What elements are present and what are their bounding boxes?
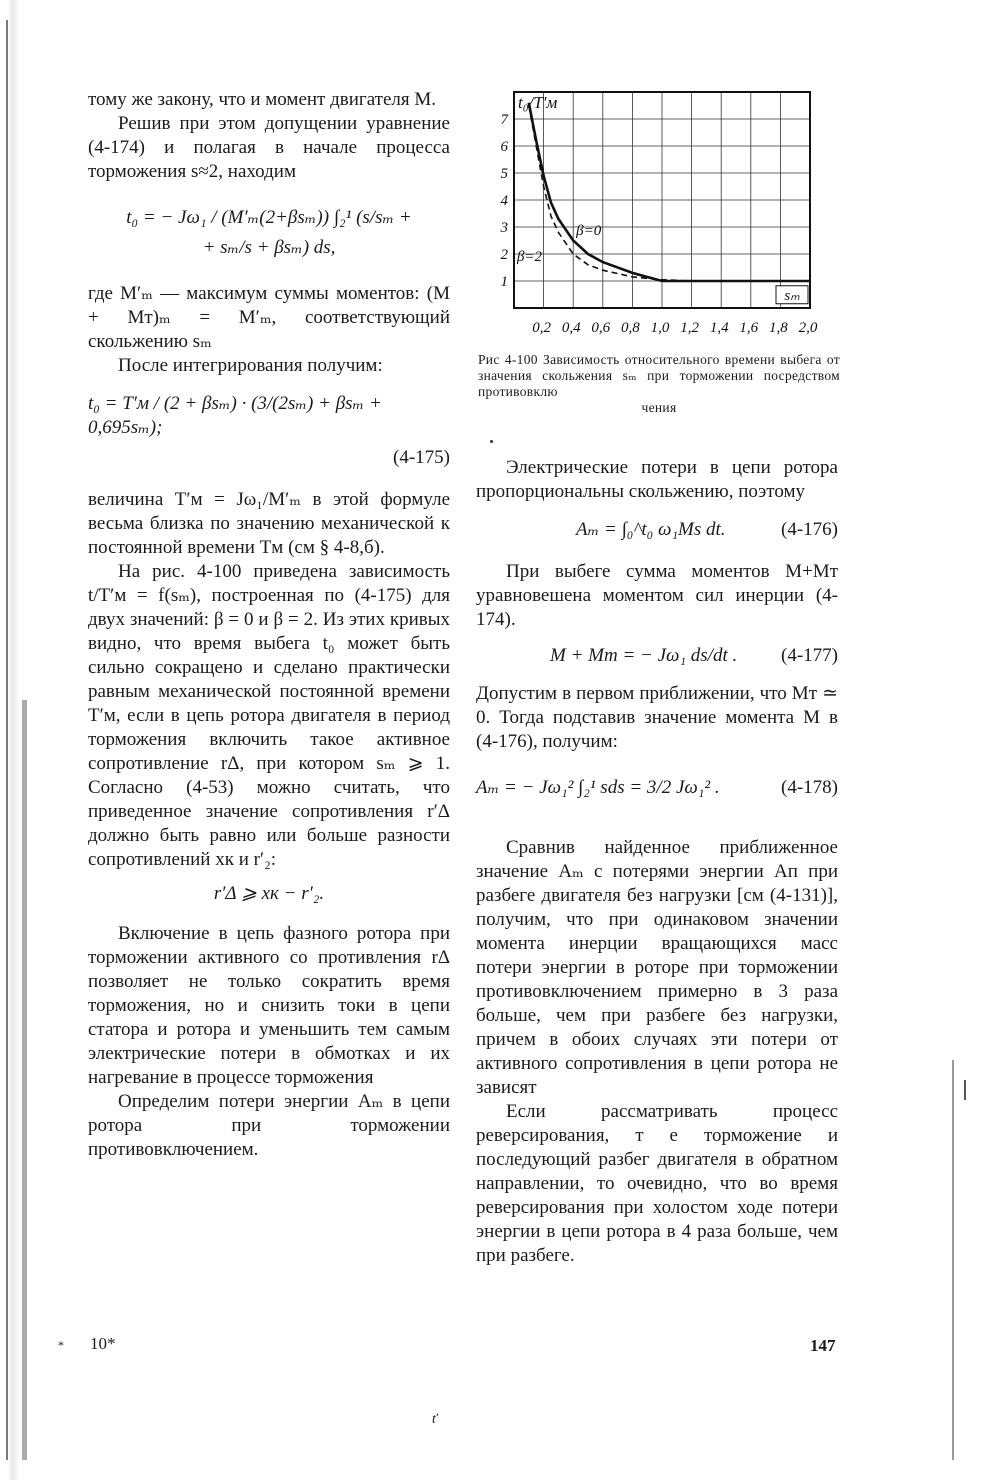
signature-mark: 10* — [90, 1334, 116, 1353]
equation-number: (4-176) — [781, 519, 838, 540]
y-tick-label: 6 — [500, 139, 508, 155]
x-tick-label: 1,8 — [769, 320, 788, 336]
x-tick-label: 2,0 — [798, 320, 818, 336]
y-tick-label: 1 — [500, 274, 508, 290]
formula: t₀ = − Jω₁ / (M′ₘ(2+βsₘ)) ∫₂¹ (s/sₘ + — [126, 207, 412, 228]
formula: t₀ = T′м / (2 + βsₘ) · (3/(2sₘ) + βsₘ + 0,695sₘ); — [88, 393, 382, 438]
y-tick-label: 3 — [500, 220, 508, 236]
paragraph: Допустим в первом приближении, что Mт ≃ 0. Тогда подставив значение момента M в (4-176), получим: — [476, 683, 838, 752]
y-tick-label: 5 — [500, 166, 508, 182]
formula: + sₘ/s + βsₘ) ds, — [202, 237, 336, 258]
paragraph: Решив при этом допущении уравнение (4-174) и полагая в начале процесса торможения s≈2, находим — [88, 113, 450, 182]
y-tick-label: 2 — [500, 247, 508, 263]
equation-number: (4-178) — [781, 777, 838, 798]
paragraph: тому же закону, что и момент двигателя M. — [88, 89, 437, 110]
slip-time-chart — [486, 84, 826, 354]
x-axis-label: sₘ — [784, 287, 800, 304]
x-tick-label: 0,8 — [621, 320, 640, 336]
right-column — [476, 456, 838, 1268]
scan-mark — [964, 1080, 966, 1100]
speck — [490, 440, 493, 443]
formula-row — [476, 518, 838, 542]
figure-caption — [478, 352, 840, 416]
y-tick-label: 7 — [500, 112, 508, 128]
series-line — [529, 106, 810, 282]
paragraph: Электрические потери в цепи ротора пропорциональны скольжению, поэтому — [476, 457, 838, 502]
paragraph: При выбеге сумма моментов M+Mт уравновешена моментом сил инерции (4-174). — [476, 561, 838, 630]
bottom-mark: ť — [432, 1412, 438, 1427]
scan-edge-line — [6, 20, 8, 1460]
x-tick-label: 1,4 — [709, 320, 729, 336]
formula-row — [476, 644, 838, 668]
page-number: 147 — [810, 1336, 836, 1355]
paragraph: Сравнив найденное приближенное значение Aₘ с потерями энергии Aп при разбеге двигателя без нагрузки [см (4-131)], получим, что при одинаковом значении момента инерции вращающихся масс потери энергии в роторе при торможении противовключением примерно в 3 раза больше, чем при разбеге без нагрузки, причем в обоих случаях эти потери от активного сопротивления в цепи ротора не зависят — [476, 837, 838, 1098]
paragraph: Определим потери энергии Aₘ в цепи ротора при торможении противовключением. — [88, 1091, 450, 1160]
caption-text-end: чения — [641, 400, 677, 415]
formula-row — [476, 776, 838, 800]
x-tick-label: 0,6 — [591, 320, 611, 336]
formula: M + Mт = − Jω₁ ds/dt . — [550, 645, 738, 666]
left-column — [88, 88, 450, 1162]
paragraph: На рис. 4-100 приведена зависимость t/T′м = f(sₘ), построенная по (4-175) для двух значений: β = 0 и β = 2. Из этих кривых видно, что время выбега t₀ может быть сильно сокращено и сделано практически равным механической постоянной времени T′м, если в цепь ротора двигателя в период торможения включить такое активное сопротивление rΔ, при котором sₘ ⩾ 1. Согласно (4-53) можно считать, что приведенное значение сопротивления r′Δ должно быть равно или больше разности сопротивлений xк и r′₂: — [88, 561, 450, 870]
paragraph: Если рассматривать процесс реверсирования, т е торможение и последующий разбег двигателя в обратном направлении, то очевидно, что во время реверсирования при холостом ходе потери энергии в цепи ротора в 4 раза больше, чем при разбеге. — [476, 1101, 838, 1266]
y-tick-label: 4 — [500, 193, 508, 209]
y-axis-label: t₀/T′м — [518, 93, 558, 112]
x-tick-label: 0,2 — [532, 320, 551, 336]
annotation-beta-2: β=2 — [516, 248, 543, 265]
scan-edge-right — [952, 1060, 954, 1460]
x-tick-label: 1,6 — [739, 320, 759, 336]
scan-edge-shadow — [22, 700, 27, 1460]
x-tick-label: 0,4 — [561, 320, 581, 336]
paragraph: После интегрирования получим: — [118, 355, 383, 376]
x-tick-label: 1,2 — [680, 320, 699, 336]
paragraph: величина T′м = Jω₁/M′ₘ в этой формуле весьма близка по значению механической к постоянной времени Tм (см § 4-8,б). — [88, 489, 450, 558]
formula: r′Δ ⩾ xк − r′₂. — [213, 883, 325, 904]
equation-number: (4-177) — [781, 645, 838, 666]
equation-number: (4-175) — [393, 447, 450, 468]
margin-mark: * — [58, 1338, 64, 1352]
x-tick-label: 1,0 — [650, 320, 670, 336]
paragraph: где M′ₘ — максимум суммы моментов: (M + Mт)ₘ = M′ₘ, соответствующий скольжению sₘ — [88, 283, 450, 352]
caption-text: Рис 4-100 Зависимость относительного времени выбега от значения скольжения sₘ при торможении посредством противовклю — [478, 352, 840, 399]
paragraph: Включение в цепь фазного ротора при торможении активного со противления rΔ позволяет не только сократить время торможения, но и снизить токи в цепи статора и ротора и уменьшить тем самым электрические потери в обмотках и их нагревание в процессе торможения — [88, 923, 450, 1088]
formula: Aₘ = − Jω₁² ∫₂¹ sds = 3/2 Jω₁² . — [476, 777, 720, 798]
formula: Aₘ = ∫₀^t₀ ω₁Ms dt. — [576, 519, 726, 540]
annotation-beta-0: β=0 — [576, 223, 602, 240]
